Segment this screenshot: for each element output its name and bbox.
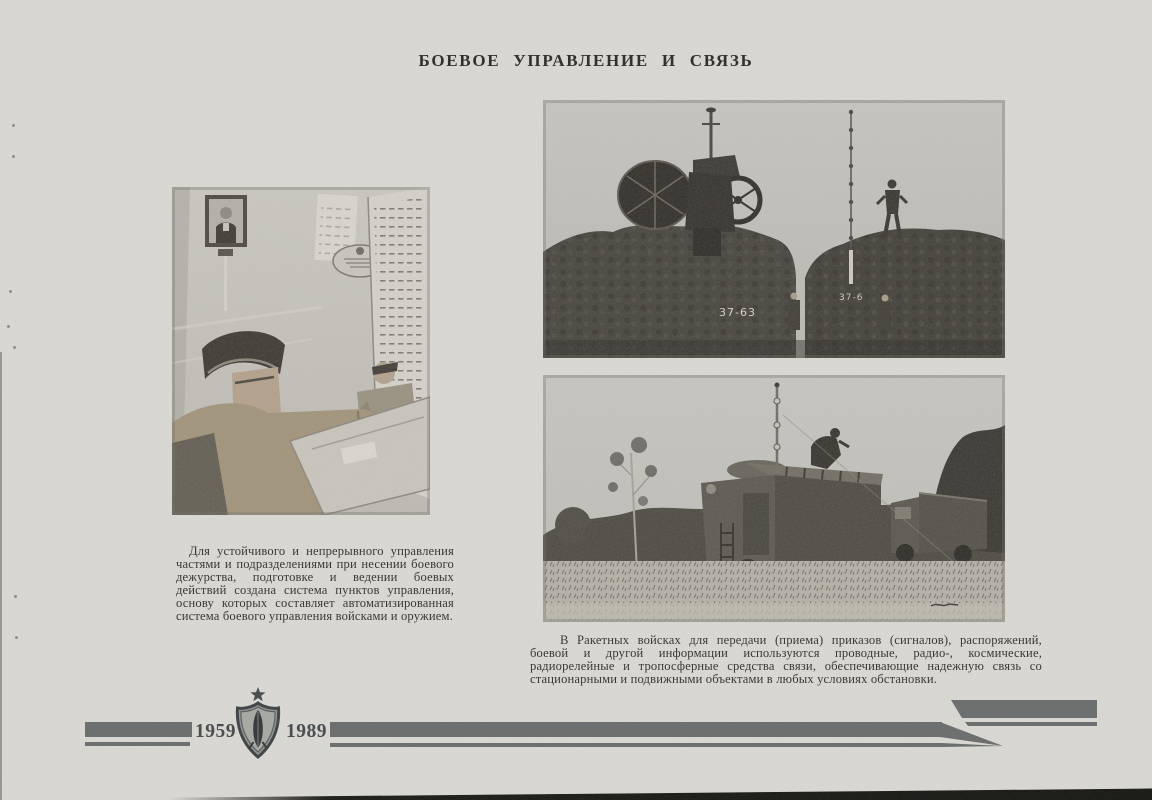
dust-speck — [7, 325, 10, 328]
band-bar-left-thick — [85, 722, 192, 737]
dust-speck — [13, 346, 16, 349]
dust-speck — [14, 595, 17, 598]
photo-comms-trucks — [543, 375, 1005, 622]
band-bar-right-thick — [330, 722, 942, 737]
anniversary-shield-icon — [230, 686, 286, 766]
band-bar-right-thin — [330, 743, 944, 747]
vehicle-marking-right: 37-6 — [839, 293, 864, 303]
photo-antenna-vehicles — [543, 100, 1005, 358]
year-start: 1959 — [195, 721, 236, 742]
band-pennant — [930, 695, 1110, 755]
photo-command-post — [172, 187, 430, 515]
dust-speck — [9, 290, 12, 293]
dust-speck — [12, 155, 15, 158]
caption-right: В Ракетных войсках для передачи (приема) приказов (сигналов), распоряжений, боевой и другой информации используются проводные, радио-, космические, радиорелейные и тропосферные средства связи, обеспечивающие надежную связь со стационарными и подвижными объектами в любых условиях обстановки. — [530, 633, 1042, 686]
year-end: 1989 — [286, 721, 327, 742]
vehicle-marking-left: 37-63 — [719, 306, 756, 319]
star-icon — [250, 687, 265, 701]
page-edge-shadow — [168, 787, 1152, 800]
dust-speck — [15, 636, 18, 639]
scan-left-edge — [0, 352, 2, 800]
caption-left: Для устойчивого и непрерывного управления частями и подразделениями при несении боевого дежурства, подготовке и ведении боевых действий создана система пунктов управления, основу которых составляет автоматизированная система боевого управления войсками и оружием. — [176, 544, 454, 623]
page-title: БОЕВОЕ УПРАВЛЕНИЕ И СВЯЗЬ — [418, 51, 754, 70]
dust-speck — [12, 124, 15, 127]
band-bar-left-thin — [85, 742, 190, 746]
